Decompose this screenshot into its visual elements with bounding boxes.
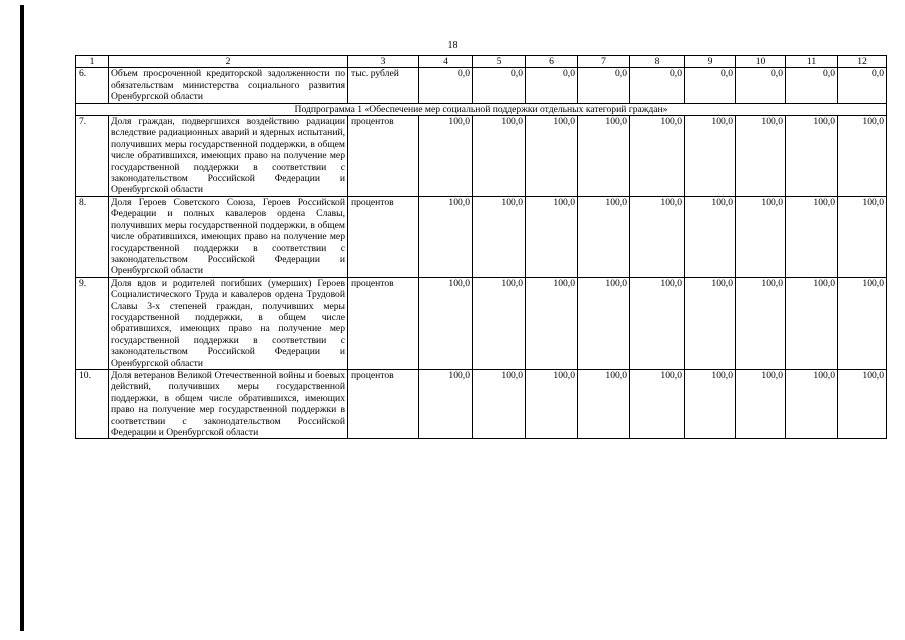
table-header-row: [76, 56, 887, 68]
value-cell: 100,0: [419, 196, 473, 277]
table-row: [76, 277, 887, 369]
row-number: 6.: [76, 68, 109, 103]
header-cell: 8: [630, 56, 685, 68]
unit-cell: процентов: [348, 116, 419, 197]
value-cell: 100,0: [736, 369, 786, 438]
value-cell: 100,0: [838, 277, 887, 369]
unit-cell: процентов: [348, 369, 419, 438]
table-body: [76, 56, 887, 439]
value-cell: 100,0: [736, 196, 786, 277]
value-cell: 100,0: [736, 277, 786, 369]
value-cell: 0,0: [838, 68, 887, 103]
value-cell: 100,0: [630, 369, 685, 438]
value-cell: 100,0: [419, 116, 473, 197]
header-cell: 6: [526, 56, 578, 68]
indicators-table: [75, 55, 887, 439]
indicator-name: Объем просроченной кредиторской задолженности по обязательствам министерства социального развития Оренбургской области: [109, 68, 348, 103]
value-cell: 100,0: [578, 277, 630, 369]
table-row: [76, 196, 887, 277]
subprogram-title: Подпрограмма 1 «Обеспечение мер социальной поддержки отдельных категорий граждан»: [76, 103, 887, 115]
value-cell: 100,0: [685, 369, 736, 438]
header-cell: 4: [419, 56, 473, 68]
header-cell: 1: [76, 56, 109, 68]
value-cell: 100,0: [630, 196, 685, 277]
value-cell: 100,0: [786, 277, 838, 369]
indicator-name: Доля Героев Советского Союза, Героев Российской Федерации и полных кавалеров ордена Славы, получивших меры государственной поддержки, в общем числе обратившихся, имеющих право на получение мер государственной поддержки в соответствии с законодательством Российской Федерации и Оренбургской области: [109, 196, 348, 277]
value-cell: 100,0: [578, 116, 630, 197]
scan-edge-bar: [20, 5, 24, 631]
value-cell: 100,0: [786, 369, 838, 438]
subprogram-row: [76, 103, 887, 115]
row-number: 10.: [76, 369, 109, 438]
value-cell: 0,0: [419, 68, 473, 103]
indicator-name: Доля ветеранов Великой Отечественной войны и боевых действий, получивших меры государственной поддержки, в общем числе обратившихся, имеющих право на получение мер государственной поддержки в соответствии с законодательством Российской Федерации и Оренбургской области: [109, 369, 348, 438]
value-cell: 100,0: [786, 196, 838, 277]
value-cell: 100,0: [685, 277, 736, 369]
header-cell: 7: [578, 56, 630, 68]
row-number: 7.: [76, 116, 109, 197]
value-cell: 100,0: [526, 369, 578, 438]
table-row: [76, 116, 887, 197]
header-cell: 9: [685, 56, 736, 68]
value-cell: 100,0: [578, 196, 630, 277]
indicator-name: Доля граждан, подвергшихся воздействию радиации вследствие радиационных аварий и ядерных испытаний, получивших меры государственной поддержки, в общем числе обратившихся, имеющих право на получение мер государственной поддержки в соответствии с законодательством Российской Федерации и Оренбургской области: [109, 116, 348, 197]
value-cell: 0,0: [786, 68, 838, 103]
value-cell: 100,0: [736, 116, 786, 197]
value-cell: 0,0: [736, 68, 786, 103]
value-cell: 100,0: [786, 116, 838, 197]
value-cell: 100,0: [473, 369, 526, 438]
indicator-name: Доля вдов и родителей погибших (умерших) Героев Социалистического Труда и кавалеров ордена Трудовой Славы 3-х степеней граждан, получивших меры государственной поддержки, в общем числе обратившихся, имеющих право на получение мер государственной поддержки в соответствии с законодательством Российской Федерации и Оренбургской области: [109, 277, 348, 369]
value-cell: 100,0: [473, 196, 526, 277]
row-number: 8.: [76, 196, 109, 277]
value-cell: 100,0: [473, 277, 526, 369]
header-cell: 10: [736, 56, 786, 68]
value-cell: 100,0: [578, 369, 630, 438]
header-cell: 2: [109, 56, 348, 68]
value-cell: 100,0: [526, 277, 578, 369]
row-number: 9.: [76, 277, 109, 369]
table-row: [76, 68, 887, 103]
value-cell: 100,0: [838, 196, 887, 277]
value-cell: 100,0: [526, 196, 578, 277]
value-cell: 100,0: [419, 369, 473, 438]
value-cell: 100,0: [685, 196, 736, 277]
value-cell: 0,0: [526, 68, 578, 103]
table-row: [76, 369, 887, 438]
value-cell: 100,0: [419, 277, 473, 369]
value-cell: 100,0: [630, 116, 685, 197]
value-cell: 100,0: [685, 116, 736, 197]
header-cell: 5: [473, 56, 526, 68]
unit-cell: процентов: [348, 196, 419, 277]
value-cell: 100,0: [630, 277, 685, 369]
page-number: 18: [447, 40, 458, 51]
unit-cell: тыс. рублей: [348, 68, 419, 103]
value-cell: 100,0: [838, 116, 887, 197]
value-cell: 0,0: [685, 68, 736, 103]
value-cell: 100,0: [473, 116, 526, 197]
value-cell: 100,0: [526, 116, 578, 197]
header-cell: 3: [348, 56, 419, 68]
header-cell: 12: [838, 56, 887, 68]
header-cell: 11: [786, 56, 838, 68]
value-cell: 100,0: [838, 369, 887, 438]
unit-cell: процентов: [348, 277, 419, 369]
value-cell: 0,0: [630, 68, 685, 103]
value-cell: 0,0: [473, 68, 526, 103]
value-cell: 0,0: [578, 68, 630, 103]
